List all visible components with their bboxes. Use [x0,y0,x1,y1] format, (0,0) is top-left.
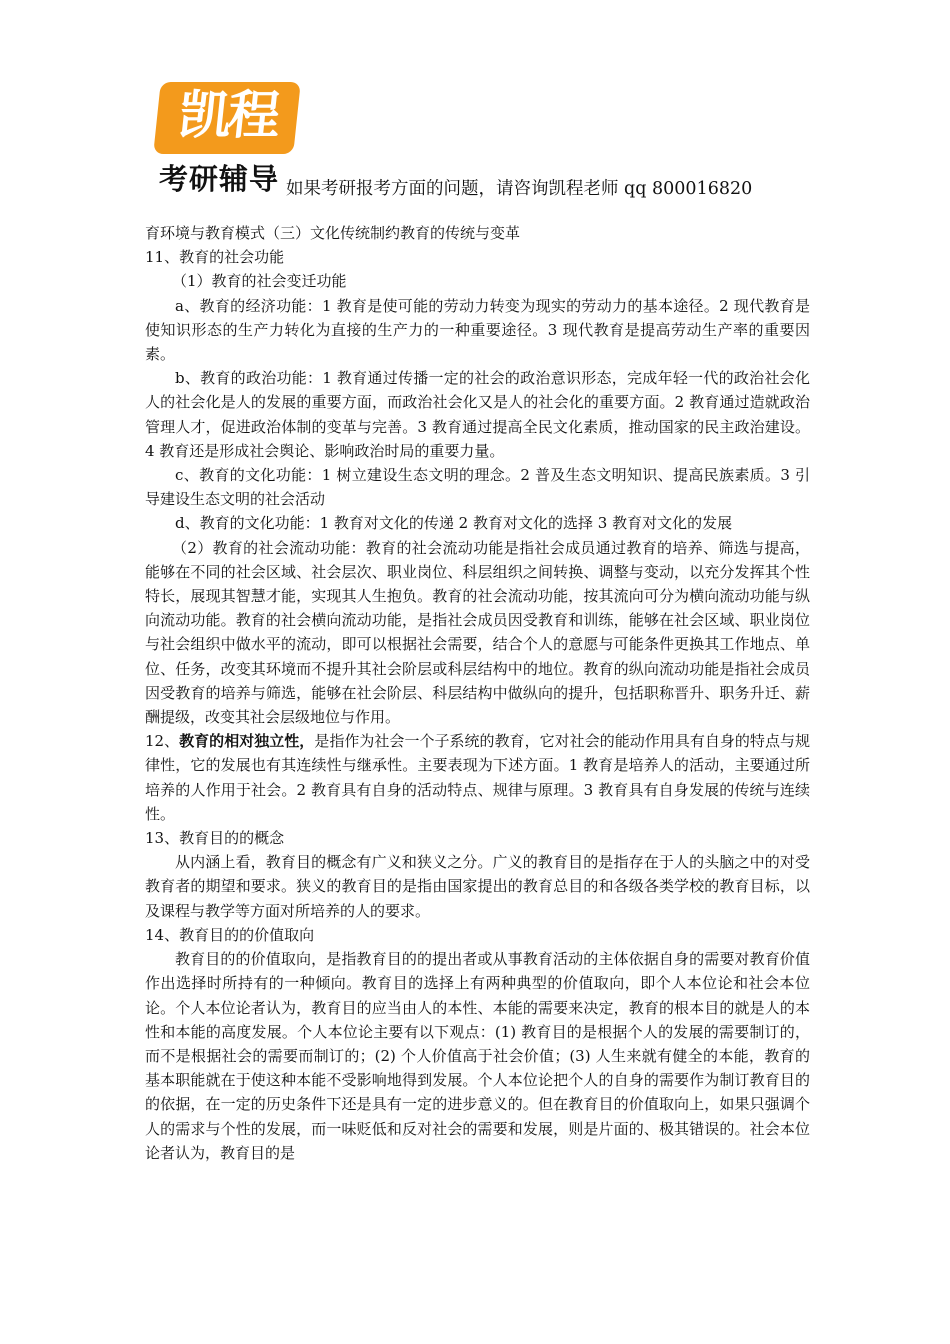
bold-term: 教育的相对独立性， [179,732,315,751]
logo-brand-text: 凯程 [175,86,281,146]
logo-subtitle: 考研辅导 [159,162,280,196]
section-number: 12、 [145,732,180,751]
paragraph: 从内涵上看，教育目的概念有广义和狭义之分。广义的教育目的是指存在于人的头脑之中的对受教育者的期望和要求。狭义的教育目的是指由国家提出的教育总目的和各级各类学校的教育目标，以及课程与教学等方面对所培养的人的要求。 [145,853,810,920]
paragraph: d、教育的文化功能：1 教育对文化的传递 2 教育对文化的选择 3 教育对文化的发展 [175,514,733,533]
section-heading: 14、教育目的的价值取向 [145,925,315,944]
paragraph: c、教育的文化功能：1 树立建设生态文明的理念。2 普及生态文明知识、提高民族素质。3 引导建设生态文明的社会活动 [145,466,810,509]
document-body [145,221,810,1165]
header-contact-note: 如果考研报考方面的问题，请咨询凯程老师 qq 800016820 [286,179,753,199]
paragraph [145,729,810,826]
paragraph: 教育目的的价值取向，是指教育目的的提出者或从事教育活动的主体依据自身的需要对教育价值作出选择时所持有的一种倾向。教育目的选择上有两种典型的价值取向，即个人本位论和社会本位论。个人本位论者认为，教育目的应当由人的本性、本能的需要来决定，教育的根本目的就是人的本性和本能的高度发展。个人本位论主要有以下观点：(1) 教育目的是根据个人的发展的需要制订的，而不是根据社会的需要而制订的；(2) 个人价值高于社会价值；(3) 人生来就有健全的本能，教育的基本职能就在于使这种本能不受影响地得到发展。个人本位论把个人的自身的需要作为制订教育目的的依据，在一定的历史条件下还是具有一定的进步意义的。但在教育目的价值取向上，如果只强调个人的需求与个性的发展，而一味贬低和反对社会的需要和发展，则是片面的、极其错误的。社会本位论者认为，教育目的是 [145,950,810,1162]
section-heading: 13、教育目的的概念 [145,829,285,848]
paragraph: 育环境与教育模式（三）文化传统制约教育的传统与变革 [145,224,521,242]
paragraph: b、教育的政治功能：1 教育通过传播一定的社会的政治意识形态，完成年轻一代的政治社会化人的社会化是人的发展的重要方面，而政治社会化又是人的社会化的重要方面。2 教育通过造就政治管理人才，促进政治体制的变革与完善。3 教育通过提高全民文化素质，推动国家的民主政治建设。4 教育还是形成社会舆论、影响政治时局的重要力量。 [145,369,810,460]
subsection-heading: （1）教育的社会变迁功能 [172,272,347,291]
paragraph: （2）教育的社会流动功能：教育的社会流动功能是指社会成员通过教育的培养、筛选与提高，能够在不同的社会区域、社会层次、职业岗位、科层组织之间转换、调整与变动，以充分发挥其个性特长，展现其智慧才能，实现其人生抱负。教育的社会流动功能，按其流向可分为横向流动功能与纵向流动功能。教育的社会横向流动功能，是指社会成员因受教育和训练，能够在社会区域、职业岗位与社会组织中做水平的流动，即可以根据社会需要，结合个人的意愿与可能条件更换其工作地点、单位、任务，改变其环境而不提升其社会阶层或科层结构中的地位。教育的纵向流动功能是指社会成员因受教育的培养与筛选，能够在社会阶层、科层结构中做纵向的提升，包括职称晋升、职务升迁、薪酬提级，改变其社会层级地位与作用。 [145,538,810,727]
brand-logo [153,78,303,198]
paragraph-text: 是指作为社会一个子系统的教育，它对社会的能动作用具有自身的特点与规律性，它的发展也有其连续性与继承性。主要表现为下述方面。1 教育是培养人的活动，主要通过所培养的人作用于社会。2 教育具有自身的活动特点、规律与原理。3 教育具有自身发展的传统与连续性。 [145,732,810,823]
section-heading: 11、教育的社会功能 [145,248,285,267]
paragraph: a、教育的经济功能：1 教育是使可能的劳动力转变为现实的劳动力的基本途径。2 现代教育是使知识形态的生产力转化为直接的生产力的一种重要途径。3 现代教育是提高劳动生产率的重要因素。 [145,296,810,364]
